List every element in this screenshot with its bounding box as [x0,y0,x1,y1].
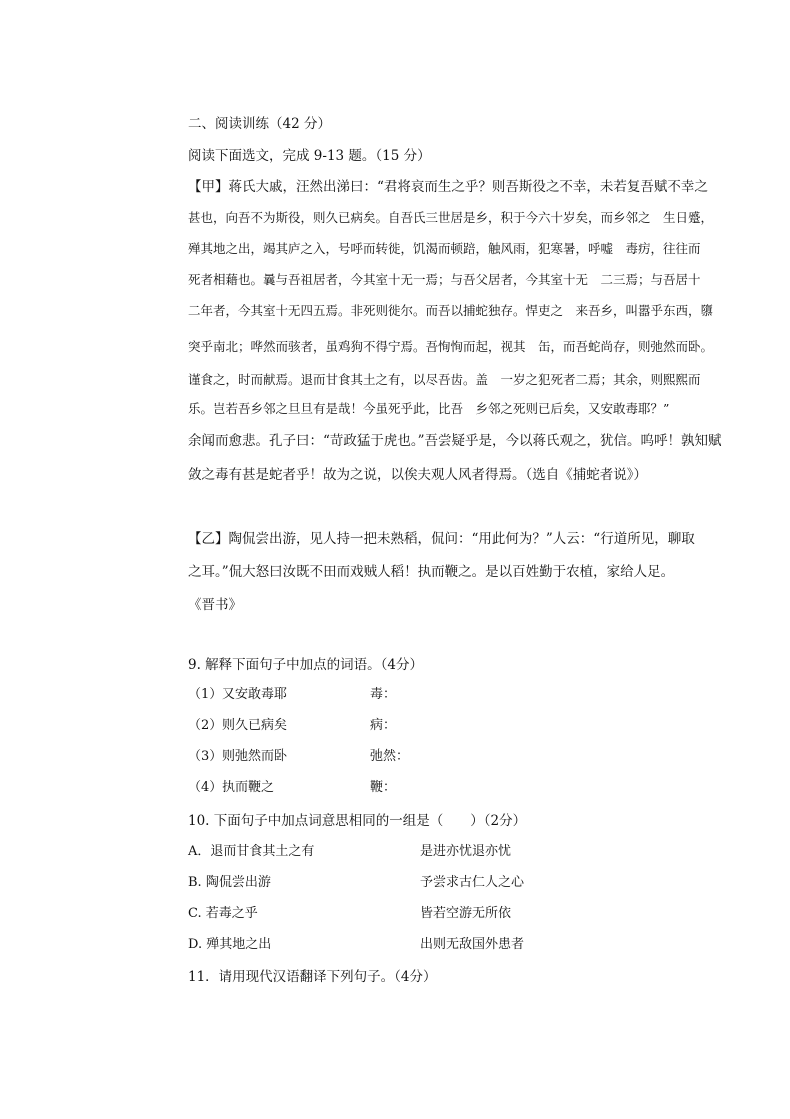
item-word: 弛然： [370,749,410,764]
item-sentence: 则久已病矣 [222,718,288,733]
passage-a-line: 甚也，向吾不为斯役，则久已病矣。自吾氏三世居是乡，积于今六十岁矣，而乡邻之 生日蹙， [188,210,714,225]
passage-b-line: 之耳。”侃大怒曰汝既不田而戏贼人稻！执而鞭之。是以百姓勤于农植，家给人足。 [188,564,675,580]
question-11-title: 11．请用现代汉语翻译下列句子。（4分） [188,969,437,985]
item-number: （4） [188,780,223,795]
passage-a-line: 谨食之，时而献焉。退而甘食其土之有，以尽吾齿。盖 一岁之犯死者二焉；其余，则熙熙而 [188,372,701,387]
option-right: 是进亦忧退亦忧 [420,844,512,859]
question-10-option [188,905,511,923]
section-title: 二、阅读训练（42 分） [188,116,331,132]
option-left: C. 若毒之乎 [188,906,258,921]
passage-a-line: 乐。岂若吾乡邻之旦旦有是哉！今虽死乎此，比吾 乡邻之死则已后矣，又安敢毒耶？” [188,401,670,416]
item-word: 毒： [370,687,397,702]
passage-a-line: 殚其地之出，竭其庐之入，号呼而转徙，饥渴而顿踣，触风雨，犯寒暑，呼嘘 毒疠，往往而 [188,241,701,256]
item-sentence: 执而鞭之 [222,780,275,795]
item-number: （3） [188,749,223,764]
question-10-option [188,843,511,861]
option-left: D. 殚其地之出 [188,937,272,952]
option-right: 予尝求古仁人之心 [420,875,525,890]
passage-a-line: 【甲】蒋氏大戚，汪然出涕曰：“君将哀而生之乎？则吾斯役之不幸，未若复吾赋不幸之 [188,179,708,195]
item-word: 病： [370,718,397,733]
passage-a-line: 二年者，今其室十无四五焉。非死则徙尔。而吾以捕蛇独存。悍吏之 来吾乡，叫嚣乎东西，隳 [188,303,714,318]
passage-a-line: 死者相藉也。曩与吾祖居者，今其室十无一焉；与吾父居者，今其室十无 二三焉；与吾居十 [188,272,701,287]
question-9-item [188,748,409,766]
question-10-option [188,936,524,954]
item-number: （1） [188,687,223,702]
question-10-option [188,874,524,892]
item-sentence: 又安敢毒耶 [222,687,288,702]
question-9-item [188,779,396,797]
question-9-title: 9. 解释下面句子中加点的词语。（4分） [188,657,424,673]
passage-b-source: 《晋书》 [188,597,242,613]
question-9-item [188,686,396,704]
option-right: 皆若空游无所依 [420,906,512,921]
passage-b-line: 【乙】陶侃尝出游，见人持一把未熟稻，侃问：“用此何为？”人云：“行道所见，聊取 [188,531,695,547]
question-10-title: 10. 下面句子中加点词意思相同的一组是（ ）（2分） [188,813,527,829]
item-number: （2） [188,718,223,733]
option-left: B. 陶侃尝出游 [188,875,271,890]
item-word: 鞭： [370,780,397,795]
question-9-item [188,717,396,735]
passage-a-line: 突乎南北；哗然而骇者，虽鸡狗不得宁焉。吾恂恂而起，视其 缶，而吾蛇尚存，则弛然而卧。 [188,339,714,354]
option-right: 出则无敌国外患者 [420,937,525,952]
option-left: A．退而甘食其土之有 [188,844,315,859]
item-sentence: 则弛然而卧 [222,749,288,764]
passage-a-line: 敛之毒有甚是蛇者乎！故为之说，以俟夫观人风者得焉。（选自《捕蛇者说》） [188,467,647,483]
passage-a-line: 余闻而愈悲。孔子曰：“苛政猛于虎也。”吾尝疑乎是，今以蒋氏观之，犹信。呜呼！孰知赋 [188,433,722,449]
instruction: 阅读下面选文，完成 9-13 题。（15 分） [188,148,431,164]
